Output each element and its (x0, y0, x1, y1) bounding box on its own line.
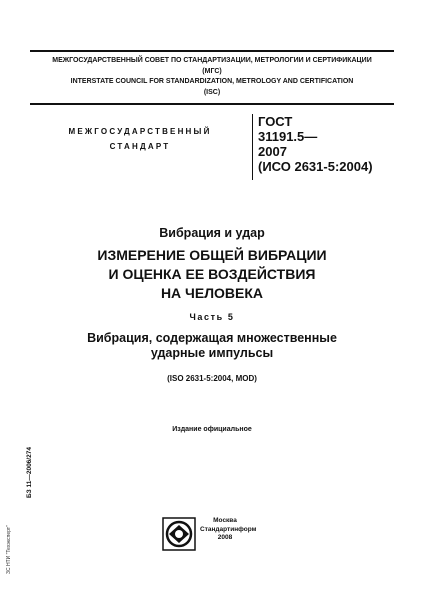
standard-type-line2: СТАНДАРТ (109, 142, 171, 151)
title-line2: И ОЦЕНКА ЕЕ ВОЗДЕЙСТВИЯ (108, 266, 316, 282)
publisher-logo-icon (162, 517, 196, 551)
council-abbr-en: (ISC) (203, 88, 221, 96)
council-name-en: INTERSTATE COUNCIL FOR STANDARDIZATION, METROLOGY AND CERTIFICATION (70, 78, 354, 85)
document-title (0, 246, 424, 303)
divider-vertical (252, 114, 253, 180)
gost-number-row (258, 129, 373, 144)
part-title (0, 331, 424, 361)
publisher-city: Москва (213, 517, 237, 524)
publisher-info (200, 517, 257, 543)
gost-year: 2007 (258, 144, 287, 159)
council-abbr-ru: (МГС) (202, 67, 222, 75)
standard-type-label (40, 124, 240, 154)
publisher-name: Стандартинформ (200, 525, 257, 533)
part-title-line2: ударные импульсы (150, 346, 274, 360)
part-number: Часть 5 (189, 312, 235, 322)
standard-designation (258, 114, 373, 174)
title-line3: НА ЧЕЛОВЕКА (160, 285, 264, 301)
iso-equivalent: (ИСО 2631-5:2004) (258, 159, 373, 174)
document-subject: Вибрация и удар (159, 226, 265, 240)
iso-reference: (ISO 2631-5:2004, MOD) (167, 374, 257, 383)
gost-label: ГОСТ (258, 114, 293, 129)
side-credit: ЗС НТИ "Техэксперт" (6, 525, 12, 574)
side-code: БЗ 11—2006/274 (26, 447, 33, 498)
edition-note: Издание официальное (172, 426, 252, 433)
gost-dash: — (304, 129, 318, 144)
publisher-year: 2008 (217, 534, 233, 541)
council-header (30, 50, 394, 105)
council-name-ru: МЕЖГОСУДАРСТВЕННЫЙ СОВЕТ ПО СТАНДАРТИЗАЦИИ, МЕТРОЛОГИИ И СЕРТИФИКАЦИИ (52, 57, 372, 64)
title-line1: ИЗМЕРЕНИЕ ОБЩЕЙ ВИБРАЦИИ (97, 247, 327, 263)
gost-number: 31191.5 (258, 129, 305, 144)
standard-type-line1: МЕЖГОСУДАРСТВЕННЫЙ (68, 127, 212, 136)
part-title-line1: Вибрация, содержащая множественные (87, 331, 337, 345)
